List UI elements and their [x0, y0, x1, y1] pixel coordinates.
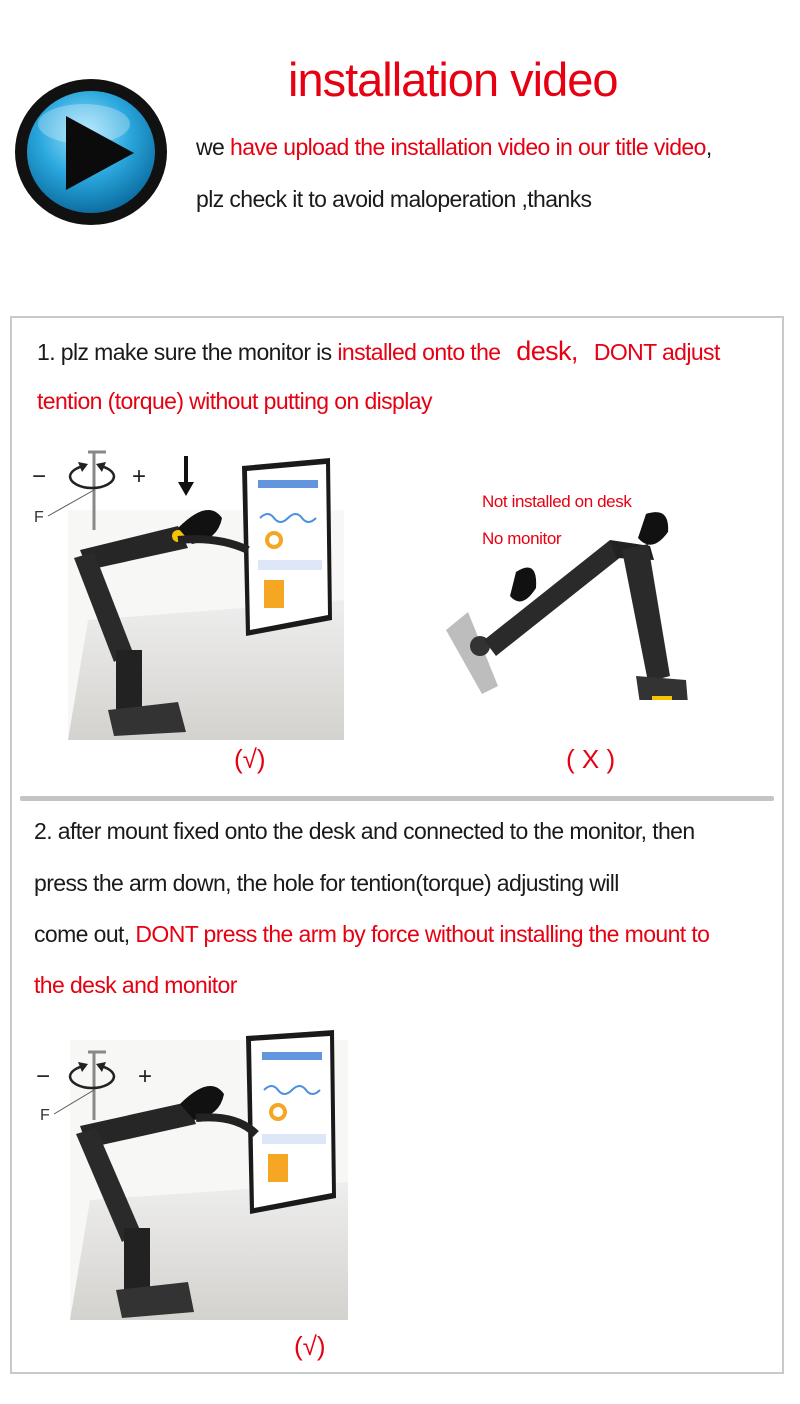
pressed-arm-illustration — [30, 1030, 350, 1322]
step2-line-2: press the arm down, the hole for tention(torque) adjusting will — [34, 870, 619, 896]
header-line-1 — [196, 134, 712, 161]
step2-line-3-black: come out, — [34, 921, 136, 947]
header-line-1-end: , — [705, 134, 712, 160]
step1-line-1-black: 1. plz make sure the monitor is — [37, 339, 338, 365]
section-divider — [20, 796, 774, 801]
step2-line-1: 2. after mount fixed onto the desk and connected to the monitor, then — [34, 818, 695, 844]
wrong-mark: ( X ) — [566, 744, 616, 774]
play-video-icon[interactable] — [14, 78, 168, 226]
header-line-1-black: we — [196, 134, 230, 160]
step1-line-1-red: installed onto the — [337, 339, 507, 365]
correct-mark-2: (√) — [294, 1331, 326, 1361]
correct-install-illustration — [28, 440, 348, 740]
header-line-1-red: have upload the installation video in our title video — [230, 134, 706, 160]
wrong-note-2: No monitor — [482, 529, 562, 548]
header-line-2: plz check it to avoid maloperation ,thanks — [196, 186, 592, 212]
minus-label: − — [32, 463, 47, 490]
force-label-2: F — [40, 1107, 50, 1124]
wrong-note-1: Not installed on desk — [482, 492, 632, 511]
step2-line-4: the desk and monitor — [34, 972, 237, 998]
step2-line-3 — [34, 921, 709, 948]
step1-line-1 — [37, 336, 720, 367]
correct-mark-1: (√) — [234, 744, 266, 774]
page-title: installation video — [288, 53, 618, 106]
step1-line-2: tention (torque) without putting on display — [37, 388, 432, 414]
plus-label-2: + — [138, 1063, 153, 1090]
wrong-install-illustration — [440, 500, 700, 700]
step2-line-3-red: DONT press the arm by force without installing the mount to — [135, 921, 710, 947]
step1-desk-word: desk, — [516, 336, 578, 366]
force-label: F — [34, 509, 44, 526]
plus-label: + — [132, 463, 147, 490]
minus-label-2: − — [36, 1063, 51, 1090]
step1-line-1-red-2: DONT adjust — [593, 339, 720, 365]
